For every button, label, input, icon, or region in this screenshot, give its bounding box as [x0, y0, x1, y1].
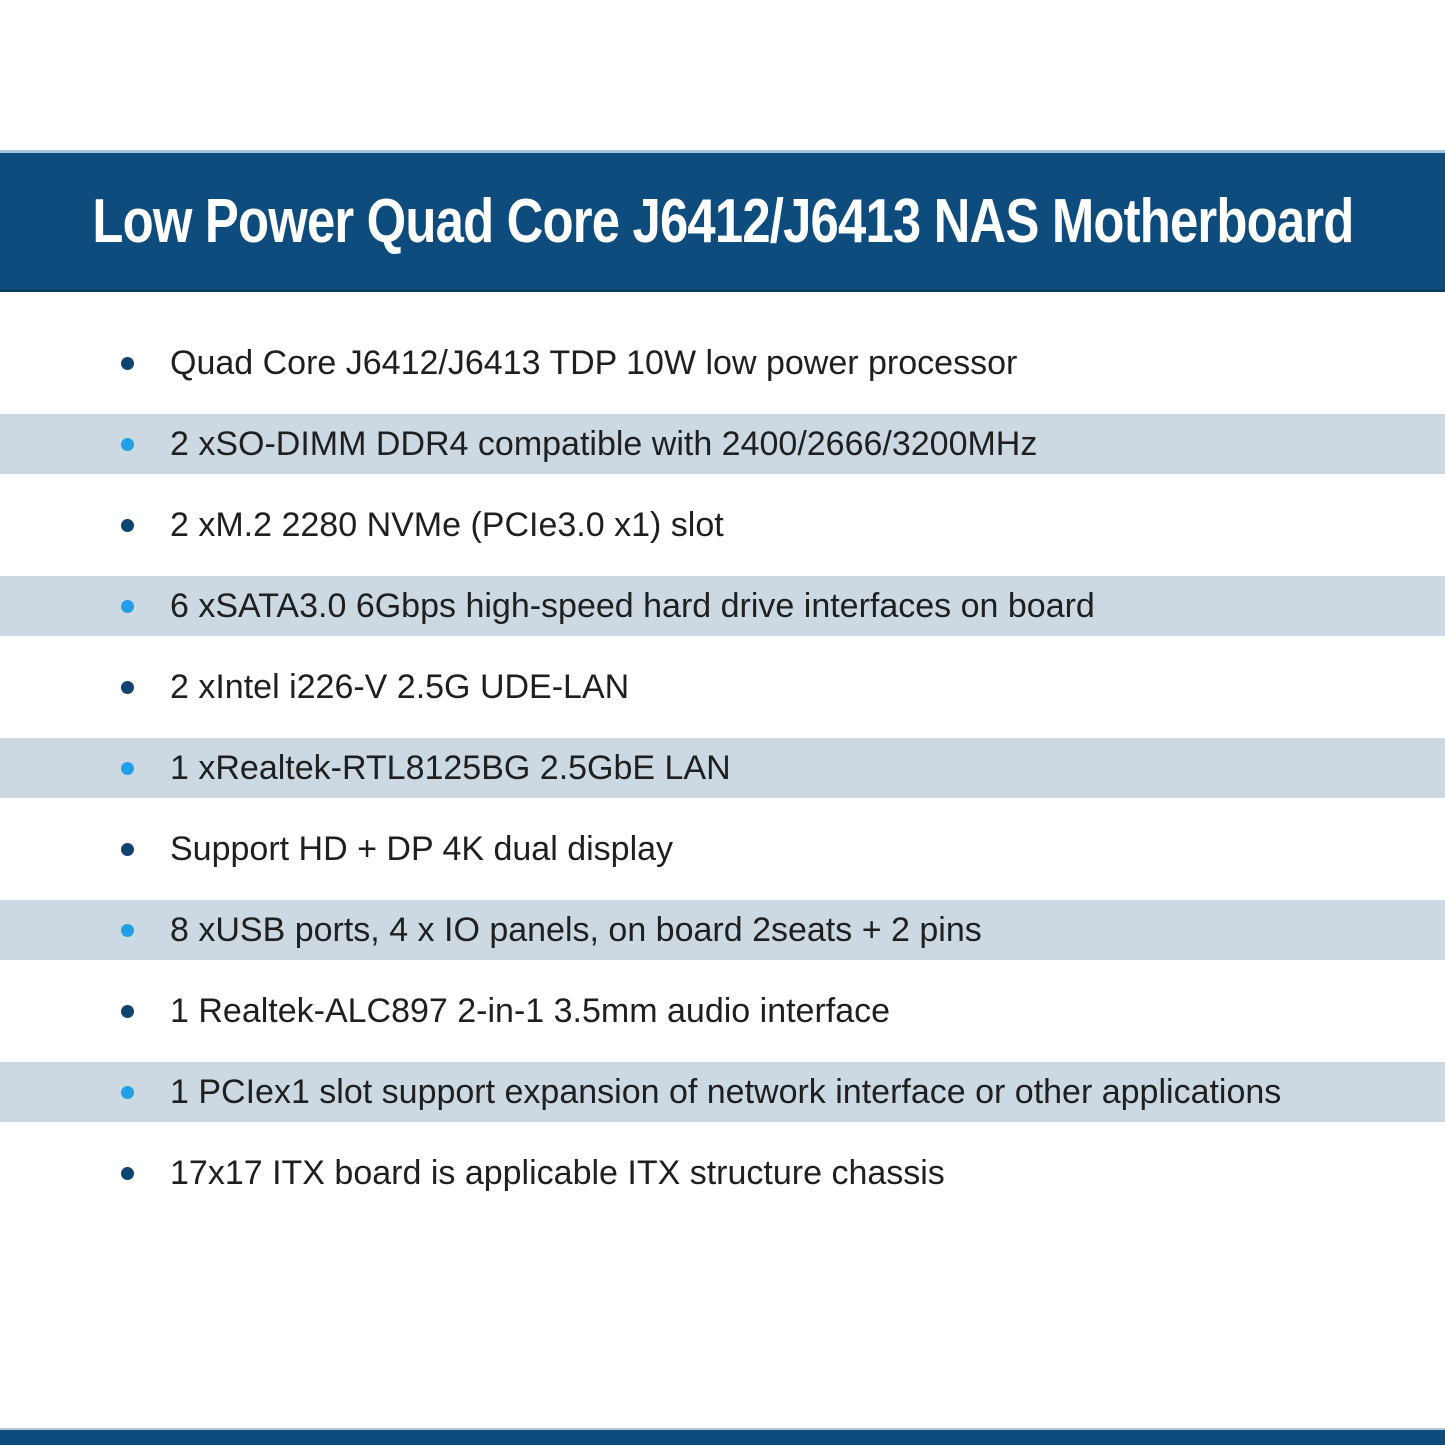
feature-list — [0, 292, 1445, 1203]
list-item — [0, 495, 1445, 555]
bullet-icon — [121, 600, 134, 613]
feature-text: 1 Realtek-ALC897 2-in-1 3.5mm audio interface — [170, 991, 891, 1030]
footer-accent-bar — [0, 1428, 1445, 1445]
list-item — [0, 819, 1445, 879]
list-item — [0, 333, 1445, 393]
feature-text: Support HD + DP 4K dual display — [170, 829, 674, 868]
feature-text: 2 xSO-DIMM DDR4 compatible with 2400/2666/3200MHz — [170, 424, 1038, 463]
list-item — [0, 1062, 1445, 1122]
bullet-icon — [121, 357, 134, 370]
feature-text: 6 xSATA3.0 6Gbps high-speed hard drive interfaces on board — [170, 586, 1095, 625]
bullet-icon — [121, 1086, 134, 1099]
feature-text: 2 xM.2 2280 NVMe (PCIe3.0 x1) slot — [170, 505, 724, 544]
bullet-icon — [121, 438, 134, 451]
bullet-icon — [121, 1167, 134, 1180]
bullet-icon — [121, 1005, 134, 1018]
list-item — [0, 657, 1445, 717]
list-item — [0, 738, 1445, 798]
list-item — [0, 576, 1445, 636]
list-item — [0, 981, 1445, 1041]
list-item — [0, 414, 1445, 474]
title-banner — [0, 150, 1445, 292]
bullet-icon — [121, 843, 134, 856]
feature-text: 1 xRealtek-RTL8125BG 2.5GbE LAN — [170, 748, 731, 787]
feature-text: 17x17 ITX board is applicable ITX structure chassis — [170, 1153, 945, 1192]
feature-text: 2 xIntel i226-V 2.5G UDE-LAN — [170, 667, 630, 706]
bullet-icon — [121, 762, 134, 775]
list-item — [0, 1143, 1445, 1203]
feature-text: 1 PCIex1 slot support expansion of network interface or other applications — [170, 1072, 1282, 1111]
feature-text: Quad Core J6412/J6413 TDP 10W low power processor — [170, 343, 1018, 382]
page-title: Low Power Quad Core J6412/J6413 NAS Motherboard — [91, 186, 1354, 256]
bullet-icon — [121, 519, 134, 532]
feature-text: 8 xUSB ports, 4 x IO panels, on board 2seats + 2 pins — [170, 910, 982, 949]
bullet-icon — [121, 924, 134, 937]
bullet-icon — [121, 681, 134, 694]
list-item — [0, 900, 1445, 960]
